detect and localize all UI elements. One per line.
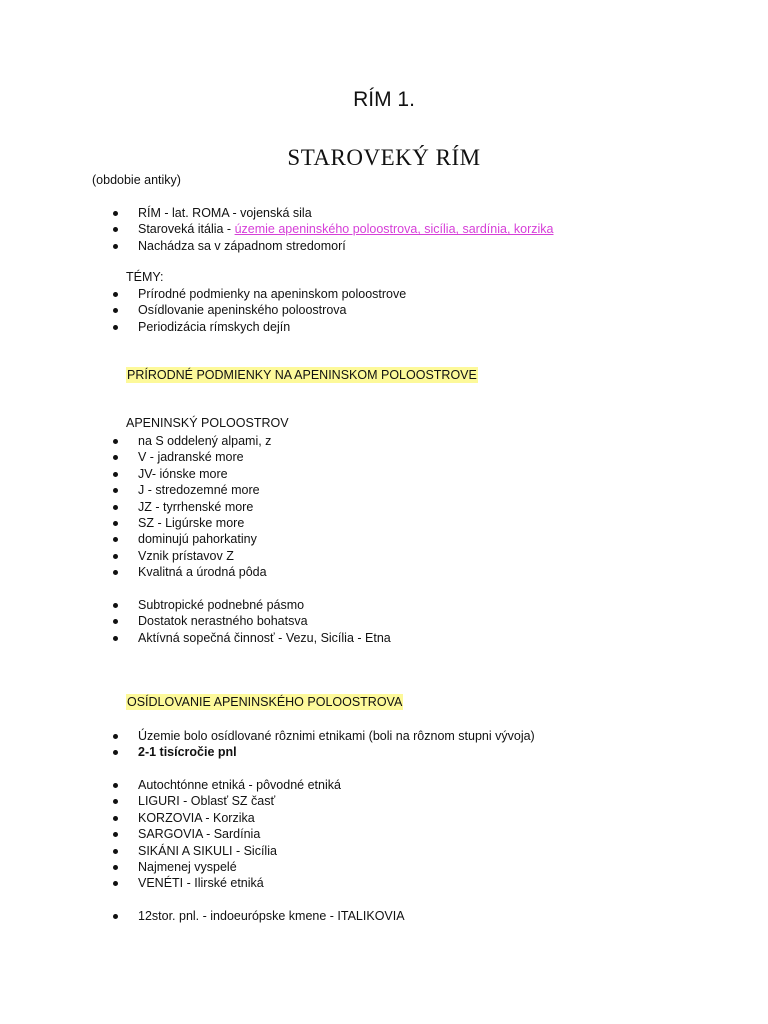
- list-item: Vznik prístavov Z: [112, 548, 271, 564]
- bullet-icon: [113, 816, 118, 821]
- bullet-icon: [113, 211, 118, 216]
- list-item: RÍM - lat. ROMA - vojenská sila: [112, 205, 554, 221]
- bullet-icon: [113, 325, 118, 330]
- list-item: JV- iónske more: [112, 466, 271, 482]
- bullet-icon: [113, 914, 118, 919]
- bullet-icon: [113, 227, 118, 232]
- page-title: RÍM 1.: [353, 88, 415, 111]
- bullet-icon: [113, 734, 118, 739]
- section-heading-nature: PRÍRODNÉ PODMIENKY NA APENINSKOM POLOOSTROVE: [127, 368, 477, 382]
- peninsula-heading: APENINSKÝ POLOOSTROV: [126, 416, 289, 430]
- list-item: 2-1 tisícročie pnl: [112, 744, 535, 760]
- territory-link[interactable]: územie apeninského poloostrova, sicília, sardínia, korzika: [234, 222, 554, 237]
- list-item: Subtropické podnebné pásmo: [112, 597, 391, 613]
- list-item: Kvalitná a úrodná pôda: [112, 564, 271, 580]
- bullet-icon: [113, 750, 118, 755]
- list-item: LIGURI - Oblasť SZ časť: [112, 793, 341, 809]
- list-item: Najmenej vyspelé: [112, 859, 341, 875]
- ethnic-list: [112, 777, 341, 892]
- settlement-list: [112, 728, 535, 761]
- list-item: KORZOVIA - Korzika: [112, 810, 341, 826]
- bullet-icon: [113, 783, 118, 788]
- bullet-icon: [113, 292, 118, 297]
- list-item: Prírodné podmienky na apeninskom poloostrove: [112, 286, 406, 302]
- list-item: na S oddelený alpami, z: [112, 433, 271, 449]
- era-note: (obdobie antiky): [92, 173, 181, 187]
- list-item: V - jadranské more: [112, 449, 271, 465]
- bullet-icon: [113, 832, 118, 837]
- section-heading-settlement: OSÍDLOVANIE APENINSKÉHO POLOOSTROVA: [127, 695, 403, 709]
- final-list: [112, 908, 405, 924]
- climate-list: [112, 597, 391, 646]
- list-item: Osídlovanie apeninského poloostrova: [112, 302, 406, 318]
- bullet-icon: [113, 619, 118, 624]
- list-item: Aktívná sopečná činnosť - Vezu, Sicília - Etna: [112, 630, 391, 646]
- list-item: Územie bolo osídlované rôznimi etnikami (boli na rôznom stupni vývoja): [112, 728, 535, 744]
- bullet-icon: [113, 603, 118, 608]
- list-item: 12stor. pnl. - indoeurópske kmene - ITALIKOVIA: [112, 908, 405, 924]
- list-item: Periodizácia rímskych dejín: [112, 319, 406, 335]
- bullet-icon: [113, 636, 118, 641]
- bullet-icon: [113, 505, 118, 510]
- bullet-icon: [113, 439, 118, 444]
- bullet-icon: [113, 472, 118, 477]
- list-item: SZ - Ligúrske more: [112, 515, 271, 531]
- list-item: Dostatok nerastného bohatsva: [112, 613, 391, 629]
- themes-heading: TÉMY:: [126, 270, 164, 284]
- bullet-icon: [113, 570, 118, 575]
- list-item: Staroveká itália - územie apeninského poloostrova, sicília, sardínia, korzika: [112, 221, 554, 237]
- bullet-icon: [113, 537, 118, 542]
- bullet-icon: [113, 244, 118, 249]
- peninsula-list: [112, 433, 271, 581]
- bullet-icon: [113, 881, 118, 886]
- bullet-icon: [113, 488, 118, 493]
- bullet-icon: [113, 521, 118, 526]
- bullet-icon: [113, 554, 118, 559]
- bullet-icon: [113, 865, 118, 870]
- bullet-icon: [113, 799, 118, 804]
- list-item: J - stredozemné more: [112, 482, 271, 498]
- list-item: dominujú pahorkatiny: [112, 531, 271, 547]
- list-item: SARGOVIA - Sardínia: [112, 826, 341, 842]
- document-heading: STAROVEKÝ RÍM: [287, 145, 481, 170]
- themes-list: [112, 286, 406, 335]
- bullet-icon: [113, 308, 118, 313]
- intro-list: [112, 205, 554, 254]
- list-item: SIKÁNI A SIKULI - Sicília: [112, 843, 341, 859]
- bullet-icon: [113, 455, 118, 460]
- list-item: Nachádza sa v západnom stredomorí: [112, 238, 554, 254]
- list-item: JZ - tyrrhenské more: [112, 499, 271, 515]
- list-item: Autochtónne etniká - pôvodné etniká: [112, 777, 341, 793]
- list-item: VENÉTI - Ilirské etniká: [112, 875, 341, 891]
- bullet-icon: [113, 849, 118, 854]
